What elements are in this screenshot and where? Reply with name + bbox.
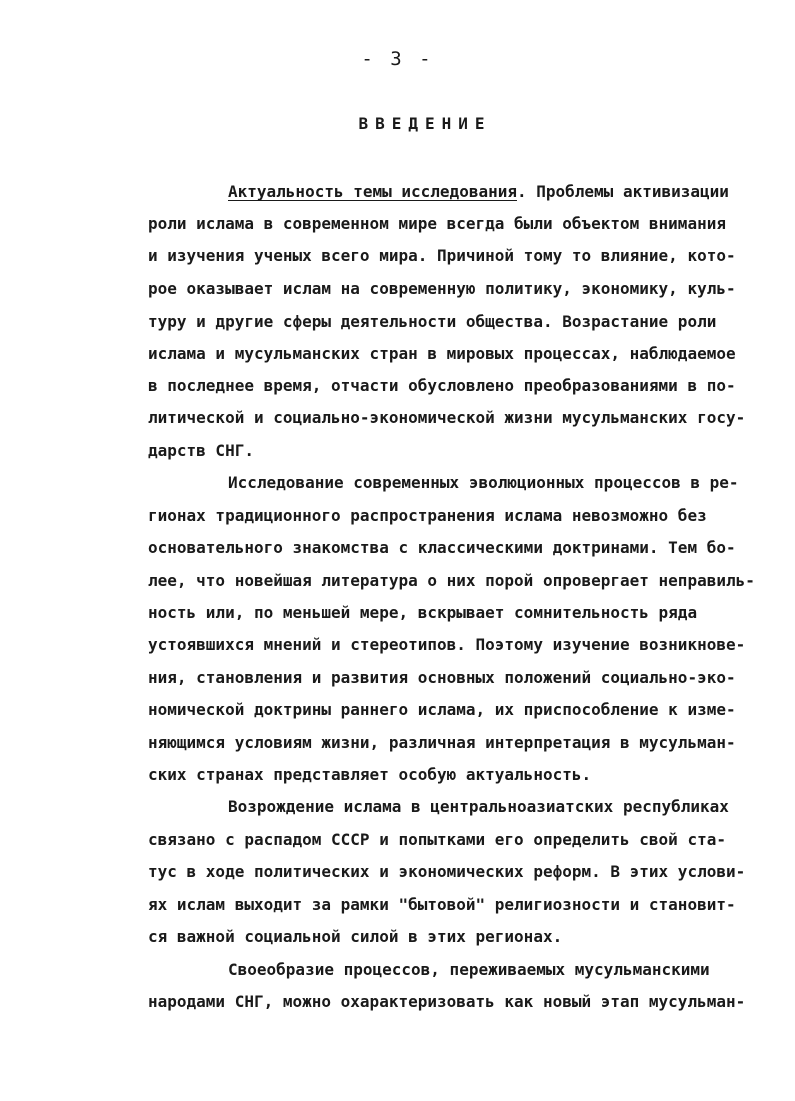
paragraph-line: народами СНГ, можно охарактеризовать как новый этап мусульман- xyxy=(148,992,746,1011)
paragraph-line: тус в ходе политических и экономических реформ. В этих услови- xyxy=(148,862,746,881)
paragraph-line: в последнее время, отчасти обусловлено преобразованиями в по- xyxy=(148,376,736,395)
underlined-term: Актуальность темы исследования xyxy=(228,182,517,201)
paragraph-line: литической и социально-экономической жизни мусульманских госу- xyxy=(148,408,746,427)
paragraph-line: ся важной социальной силой в этих регионах. xyxy=(148,927,563,946)
paragraph-line: дарств СНГ. xyxy=(148,441,254,460)
paragraph-line: ях ислам выходит за рамки "бытовой" религиозности и становит- xyxy=(148,895,736,914)
paragraph-line: Своеобразие процессов, переживаемых мусульманскими xyxy=(228,960,710,979)
paragraph-line: ских странах представляет особую актуальность. xyxy=(148,765,592,784)
paragraph-line: роли ислама в современном мире всегда были объектом внимания xyxy=(148,214,726,233)
paragraph-line: устоявшихся мнений и стереотипов. Поэтому изучение возникнове- xyxy=(148,635,746,654)
paragraph-line: няющимся условиям жизни, различная интерпретация в мусульман- xyxy=(148,733,736,752)
line-continuation: . Проблемы активизации xyxy=(516,182,729,201)
paragraph-line: связано с распадом СССР и попытками его определить свой ста- xyxy=(148,830,726,849)
section-heading: ВВЕДЕНИЕ xyxy=(358,114,492,133)
paragraph-line: ния, становления и развития основных положений социально-эко- xyxy=(148,668,736,687)
page-number: - 3 - xyxy=(361,48,434,70)
paragraph-line: основательного знакомства с классическими доктринами. Тем бо- xyxy=(148,538,736,557)
paragraph-line: Исследование современных эволюционных процессов в ре- xyxy=(228,473,739,492)
paragraph-line: гионах традиционного распространения ислама невозможно без xyxy=(148,506,707,525)
paragraph-line xyxy=(228,182,729,202)
paragraph-line: ность или, по меньшей мере, вскрывает сомнительность ряда xyxy=(148,603,698,622)
paragraph-line: лее, что новейшая литература о них порой опровергает неправиль- xyxy=(148,571,755,590)
paragraph-line: ислама и мусульманских стран в мировых процессах, наблюдаемое xyxy=(148,344,736,363)
paragraph-line: номической доктрины раннего ислама, их приспособление к изме- xyxy=(148,700,736,719)
paragraph-line: Возрождение ислама в центральноазиатских республиках xyxy=(228,797,729,816)
paragraph-line: рое оказывает ислам на современную политику, экономику, куль- xyxy=(148,279,736,298)
paragraph-line: и изучения ученых всего мира. Причиной тому то влияние, кото- xyxy=(148,246,736,265)
paragraph-line: туру и другие сферы деятельности общества. Возрастание роли xyxy=(148,312,717,331)
